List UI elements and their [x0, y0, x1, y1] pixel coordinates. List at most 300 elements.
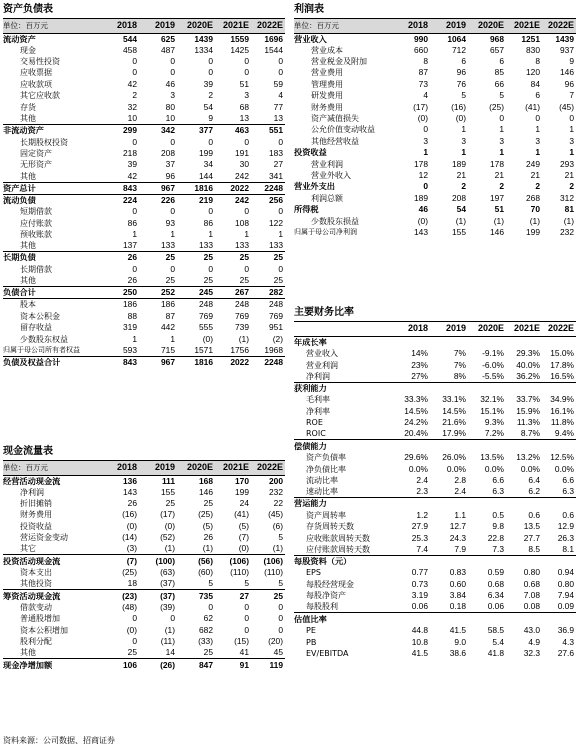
row-label: 营业税金及附加 [311, 57, 367, 67]
row-value: (15) [234, 636, 249, 647]
row-label: 营业外收入 [311, 170, 351, 180]
row-value: 830 [526, 44, 540, 55]
row-value: 9.3% [484, 417, 504, 428]
row-value: 36.9 [557, 625, 574, 636]
row-value: 41.8 [487, 647, 504, 658]
row-value: 144 [199, 170, 213, 181]
row-value: 199 [235, 486, 249, 497]
row-value: 0 [423, 124, 428, 135]
table-row [294, 590, 576, 601]
table-row [294, 636, 576, 647]
row-value: 0 [278, 206, 283, 217]
row-value: 769 [235, 310, 249, 321]
row-value: 96 [165, 170, 175, 181]
row-label: 短期借款 [20, 207, 52, 217]
row-value: 735 [177, 590, 215, 602]
row-value: 0 [244, 263, 249, 274]
row-value: 46 [418, 204, 428, 215]
row-value: 32.3 [523, 647, 540, 658]
table-row [294, 521, 576, 532]
row-value: 17.8% [550, 359, 574, 370]
row-value: 0 [132, 67, 137, 78]
row-value: 0 [208, 67, 213, 78]
table-row [3, 124, 285, 136]
row-value: (0) [202, 333, 213, 344]
row-label: 股本 [3, 299, 101, 311]
row-value: 1.2 [416, 509, 428, 520]
row-value: 458 [123, 44, 137, 55]
row-label: 公允价值变动收益 [311, 125, 375, 135]
table-row [3, 602, 285, 613]
row-value: 88 [127, 310, 137, 321]
row-label: 普通股增加 [20, 614, 60, 624]
row-value [542, 382, 576, 394]
row-label: 每股经营现金 [306, 579, 354, 589]
row-value: 248 [215, 299, 251, 311]
row-label: ROE [306, 418, 323, 428]
row-label: 应收账款周转天数 [306, 533, 370, 543]
row-value: 7.94 [557, 590, 574, 601]
row-label: 估值比率 [294, 613, 392, 625]
income-table [294, 19, 576, 238]
row-value: 183 [269, 147, 283, 158]
row-value: 0.83 [449, 567, 466, 578]
row-value: 26 [203, 532, 213, 543]
row-label: 所得税 [294, 204, 319, 215]
row-label: 留存收益 [20, 323, 52, 333]
row-value: 0.0% [408, 463, 428, 474]
row-value: 5 [278, 578, 283, 589]
row-value: 0 [132, 206, 137, 217]
table-row [294, 136, 576, 147]
row-value: 86 [203, 217, 213, 228]
row-value: (5) [238, 520, 249, 531]
table-header-row [3, 461, 285, 475]
row-label: 归属于母公司所有者权益 [3, 345, 80, 354]
row-value: 9.0 [454, 636, 466, 647]
cash-flow-table [3, 461, 285, 671]
row-value: 32 [127, 101, 137, 112]
row-value: 0.0% [446, 463, 466, 474]
row-value: 7.4 [416, 543, 428, 554]
row-value: 0 [499, 113, 504, 124]
row-label: 毛利率 [306, 395, 330, 405]
row-label: 财务费用 [20, 510, 52, 520]
row-value: 21 [530, 169, 540, 180]
row-value: 26.3 [557, 532, 574, 543]
row-value: 0 [535, 113, 540, 124]
year-header: 2022E [251, 19, 285, 33]
row-value: 5.4 [492, 636, 504, 647]
row-value: 0 [244, 136, 249, 147]
table-row [294, 486, 576, 498]
row-value: 170 [235, 475, 249, 486]
row-value: 1756 [230, 344, 249, 355]
row-value: 85 [494, 67, 504, 78]
row-value: 341 [269, 170, 283, 181]
row-value: 2 [208, 90, 213, 101]
row-value: (2) [272, 333, 283, 344]
row-label: 存货 [20, 102, 36, 112]
table-row [3, 45, 285, 56]
row-value [392, 498, 430, 510]
row-value: 17.9% [442, 428, 466, 439]
table-row [3, 264, 285, 275]
row-value: (1) [455, 215, 466, 226]
row-label: 年成长率 [294, 336, 392, 348]
row-value: (37) [139, 590, 177, 602]
row-value: 1 [499, 124, 504, 135]
row-value: 12.9 [557, 521, 574, 532]
row-value: 0.68 [487, 578, 504, 589]
row-value: 3.84 [449, 590, 466, 601]
row-value: 8% [453, 370, 466, 381]
row-value: 0 [132, 613, 137, 624]
row-value: 1544 [264, 44, 283, 55]
row-value: 42 [127, 78, 137, 89]
row-label: 无形资产 [20, 160, 52, 170]
table-header-row [294, 19, 576, 33]
table-row [3, 90, 285, 101]
row-value: 847 [177, 659, 215, 671]
row-value: 0.60 [449, 578, 466, 589]
row-value [542, 336, 576, 348]
table-row [3, 33, 285, 45]
row-value: 41.5 [449, 625, 466, 636]
row-value: 9.4% [554, 428, 574, 439]
table-row [294, 204, 576, 215]
row-value: 13.5% [480, 452, 504, 463]
table-row [294, 359, 576, 370]
cash-flow-title: 现金流量表 [3, 444, 285, 461]
row-value: 0 [208, 136, 213, 147]
table-row [294, 67, 576, 78]
row-value: 0.0% [484, 463, 504, 474]
table-row [294, 452, 576, 463]
unit-label: 单位：百万元 [3, 461, 101, 475]
row-value: 14.5% [442, 405, 466, 416]
row-value: 6.3 [562, 486, 574, 497]
row-value: 1 [208, 228, 213, 239]
row-label: 其他经营收益 [311, 136, 359, 146]
row-label: EV/EBITDA [306, 648, 349, 658]
row-value: (1) [529, 215, 540, 226]
row-value: 25 [203, 275, 213, 286]
row-value: 189 [414, 192, 428, 203]
row-value: 54 [203, 101, 213, 112]
row-value: 2248 [251, 182, 285, 194]
row-value: 218 [123, 147, 137, 158]
row-value: 377 [177, 124, 215, 136]
row-value: 15.1% [480, 405, 504, 416]
year-header: 2020E [468, 19, 506, 33]
row-value: 12.5% [550, 452, 574, 463]
row-value: 186 [101, 299, 139, 311]
row-value: 1251 [521, 33, 540, 44]
row-value: 120 [526, 67, 540, 78]
row-label: 营业收入 [306, 349, 338, 359]
cash-flow-panel [3, 444, 285, 671]
unit-label [294, 322, 392, 336]
table-row [3, 171, 285, 183]
row-label: 长期负债 [3, 252, 101, 264]
row-value: 40.0% [516, 359, 540, 370]
row-value: 1696 [264, 33, 283, 44]
row-value [430, 555, 468, 567]
row-value: 2.3 [416, 486, 428, 497]
row-label: 折旧摊销 [20, 499, 52, 509]
row-value: 0 [208, 206, 213, 217]
year-header: 2021E [506, 322, 542, 336]
row-value: 0 [132, 636, 137, 647]
table-row [3, 613, 285, 624]
row-value: (0) [126, 624, 137, 635]
table-row [294, 428, 576, 440]
row-value: 248 [177, 299, 215, 311]
row-value: 21 [494, 169, 504, 180]
row-value: (63) [160, 567, 175, 578]
row-value: 73 [418, 78, 428, 89]
row-label: 营运资金变动 [20, 533, 68, 543]
row-label: 其它应收款 [20, 91, 60, 101]
row-label: 现金净增加额 [3, 659, 101, 671]
table-row [3, 287, 285, 299]
row-value: 442 [161, 322, 175, 333]
row-value [542, 498, 576, 510]
row-value: 23% [411, 359, 428, 370]
row-value: 25 [215, 252, 251, 264]
table-row [3, 521, 285, 532]
row-value: 27 [273, 159, 283, 170]
row-value: (7) [238, 532, 249, 543]
row-value: 143 [414, 226, 428, 237]
balance-sheet-panel [3, 2, 285, 368]
row-value: 1.1 [454, 509, 466, 520]
table-row [3, 345, 285, 357]
row-value: 843 [101, 182, 139, 194]
row-value: 14 [165, 647, 175, 658]
row-value: 37 [165, 159, 175, 170]
row-value [430, 613, 468, 625]
row-value: 26.0% [442, 452, 466, 463]
row-label: 获利能力 [294, 382, 392, 394]
row-value: 3 [535, 135, 540, 146]
table-row [294, 33, 576, 45]
table-row [294, 555, 576, 567]
row-value: (1) [493, 215, 504, 226]
row-value: 769 [199, 310, 213, 321]
row-value: 6.4 [528, 474, 540, 485]
row-label: 净利润 [20, 487, 44, 497]
row-value: 282 [251, 287, 285, 299]
row-label: PE [306, 626, 316, 636]
row-value: 4.3 [562, 636, 574, 647]
row-value: 87 [418, 67, 428, 78]
row-value: 2022 [215, 182, 251, 194]
row-value: -5.5% [482, 370, 504, 381]
table-row [294, 348, 576, 359]
row-value: 25 [239, 275, 249, 286]
row-value: 1 [170, 228, 175, 239]
unit-label: 单位：百万元 [294, 19, 392, 33]
row-value: 2.4 [454, 486, 466, 497]
row-value: 1 [244, 228, 249, 239]
row-value: 29.3% [516, 348, 540, 359]
row-value: 25 [165, 275, 175, 286]
row-value: 1425 [230, 44, 249, 55]
row-value: (45) [559, 101, 574, 112]
row-value: 32.1% [480, 394, 504, 405]
row-value: 0.5 [492, 509, 504, 520]
row-value: 769 [269, 310, 283, 321]
row-value: 0.09 [557, 601, 574, 612]
row-value: (1) [164, 624, 175, 635]
row-value: (17) [160, 509, 175, 520]
year-header: 2022E [542, 322, 576, 336]
table-row [294, 45, 576, 56]
row-label: 长期股权投资 [20, 137, 68, 147]
row-value: 21 [564, 169, 574, 180]
row-value: 0 [278, 602, 283, 613]
row-value: 2 [132, 90, 137, 101]
row-value: 16.5% [550, 370, 574, 381]
row-value: (25) [122, 567, 137, 578]
row-value: 21.6% [442, 417, 466, 428]
income-panel [294, 2, 576, 238]
table-row [3, 101, 285, 112]
row-value: 133 [161, 240, 175, 251]
row-value: 15.9% [516, 405, 540, 416]
row-label: 每股净资产 [306, 591, 346, 601]
row-label: 经营活动现金流 [3, 475, 61, 486]
row-value: 1816 [177, 356, 215, 368]
row-value: 25 [251, 252, 285, 264]
row-value: 25.3 [411, 532, 428, 543]
row-value: 0.18 [449, 601, 466, 612]
row-value: 0.59 [487, 567, 504, 578]
row-value [430, 382, 468, 394]
row-value: 3 [461, 135, 466, 146]
row-value: 146 [490, 226, 504, 237]
row-value: 1 [423, 147, 428, 158]
table-row [294, 113, 576, 124]
row-value [430, 498, 468, 510]
row-value: 0 [208, 56, 213, 67]
row-value: 3 [499, 135, 504, 146]
row-value: 77 [273, 101, 283, 112]
row-label: 资本支出 [20, 568, 52, 578]
row-label: 流动比率 [306, 475, 338, 485]
row-label: 营业成本 [311, 45, 343, 55]
table-row [3, 487, 285, 498]
row-value: 232 [560, 226, 574, 237]
row-value: 7.08 [523, 590, 540, 601]
row-value: 990 [414, 33, 428, 44]
table-row [294, 79, 576, 90]
year-header: 2020E [177, 19, 215, 33]
table-row [3, 356, 285, 368]
row-label: 营业费用 [311, 68, 343, 78]
row-value: 7.3 [492, 543, 504, 554]
row-value: 5 [244, 578, 249, 589]
row-value: 1439 [194, 33, 213, 44]
row-value: 1 [278, 228, 283, 239]
row-value: 245 [177, 287, 215, 299]
row-value: 1439 [555, 33, 574, 44]
row-value: (7) [101, 555, 139, 567]
row-value: 0 [132, 263, 137, 274]
row-value: 1 [461, 147, 466, 158]
row-value: 4.9 [528, 636, 540, 647]
table-row [294, 498, 576, 510]
row-label: 其它 [20, 544, 36, 554]
row-label: ROIC [306, 429, 326, 439]
row-value: 51 [239, 78, 249, 89]
row-value: 25 [165, 498, 175, 509]
year-header: 2018 [392, 322, 430, 336]
row-value: 24.2% [404, 417, 428, 428]
year-header: 2018 [101, 461, 139, 475]
row-value: 25 [251, 590, 285, 602]
row-value: 1 [569, 124, 574, 135]
row-value: (17) [413, 101, 428, 112]
row-value: 0 [244, 624, 249, 635]
row-value: 951 [269, 322, 283, 333]
row-value: 1816 [177, 182, 215, 194]
row-value: 1571 [194, 344, 213, 355]
row-value: 0.94 [557, 567, 574, 578]
row-value: 26 [127, 498, 137, 509]
table-row [3, 625, 285, 636]
row-value: 1559 [230, 33, 249, 44]
row-value: 2248 [251, 356, 285, 368]
table-row [294, 56, 576, 67]
year-header: 2021E [215, 461, 251, 475]
source-note: 资料来源：公司数据、招商证券 [3, 736, 115, 745]
row-value: 1 [132, 228, 137, 239]
table-row [294, 336, 576, 348]
row-value: 248 [251, 299, 285, 311]
row-value: 0.77 [411, 567, 428, 578]
row-label: 其他 [20, 276, 36, 286]
row-value: 34.9% [550, 394, 574, 405]
row-value: (11) [160, 636, 175, 647]
row-label: 应付账款周转天数 [306, 544, 370, 554]
row-value: (45) [268, 509, 283, 520]
row-value: (106) [251, 555, 285, 567]
row-label: EPS [306, 568, 321, 578]
row-value: 544 [123, 33, 137, 44]
row-value [506, 336, 542, 348]
row-label: 少数股东损益 [311, 216, 359, 226]
row-value: 3 [569, 135, 574, 146]
row-value [392, 555, 430, 567]
row-value: (0) [455, 113, 466, 124]
row-value: 25 [203, 647, 213, 658]
row-value [506, 555, 542, 567]
row-value: 0 [208, 602, 213, 613]
row-value: 2022 [215, 356, 251, 368]
row-value: 967 [139, 356, 177, 368]
row-value: 3 [423, 135, 428, 146]
row-value: 2.4 [416, 474, 428, 485]
balance-sheet-title: 资产负债表 [3, 2, 285, 19]
row-value: 29.6% [404, 452, 428, 463]
row-value: 25 [203, 498, 213, 509]
row-value: 13 [273, 112, 283, 123]
row-value: (60) [198, 567, 213, 578]
row-value: 2.8 [454, 474, 466, 485]
